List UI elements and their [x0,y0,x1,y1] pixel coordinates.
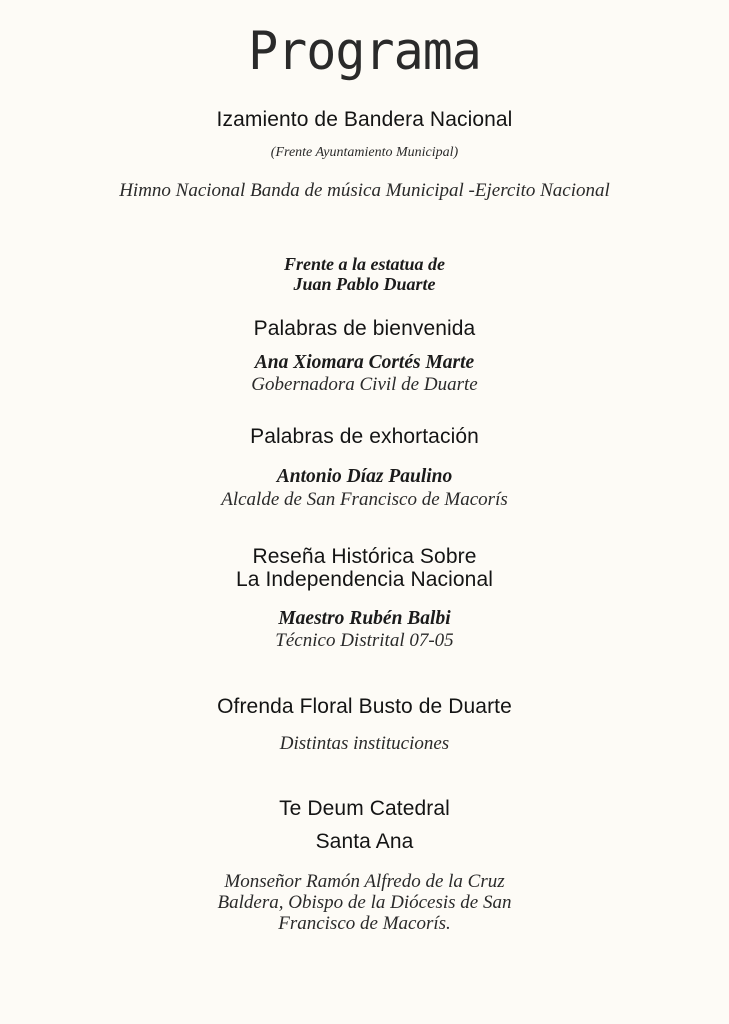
section-heading-te-deum-line-1: Te Deum Catedral [279,797,450,820]
location-line-2: Juan Pablo Duarte [293,274,436,294]
section-note-location: (Frente Ayuntamiento Municipal) [270,145,459,160]
section-heading-floral-offering: Ofrenda Floral Busto de Duarte [217,695,512,718]
speaker-role-governor: Gobernadora Civil de Duarte [251,374,478,395]
section-heading-history-line-1: Reseña Histórica Sobre [252,545,477,568]
section-detail-anthem: Himno Nacional Banda de música Municipal -Ejercito Nacional [119,180,610,201]
speaker-role-teacher: Técnico Distrital 07-05 [275,630,454,651]
speaker-name-governor: Ana Xiomara Cortés Marte [254,352,475,373]
officiant-line-3: Francisco de Macorís. [278,913,451,934]
speaker-name-teacher: Maestro Rubén Balbi [278,608,451,629]
speaker-role-mayor: Alcalde de San Francisco de Macorís [221,489,508,510]
speaker-name-mayor: Antonio Díaz Paulino [276,466,453,487]
officiant-line-1: Monseñor Ramón Alfredo de la Cruz [224,871,505,892]
section-heading-te-deum-line-2: Santa Ana [315,830,414,853]
section-heading-exhortation: Palabras de exhortación [250,425,479,448]
section-heading-flag-raising: Izamiento de Bandera Nacional [216,108,513,131]
page-title: Programa [248,20,481,82]
location-line-1: Frente a la estatua de [284,254,445,274]
section-detail-institutions: Distintas instituciones [279,733,450,754]
section-heading-welcome: Palabras de bienvenida [253,317,476,340]
section-heading-history-line-2: La Independencia Nacional [235,568,494,591]
officiant-line-2: Baldera, Obispo de la Diócesis de San [217,892,512,913]
